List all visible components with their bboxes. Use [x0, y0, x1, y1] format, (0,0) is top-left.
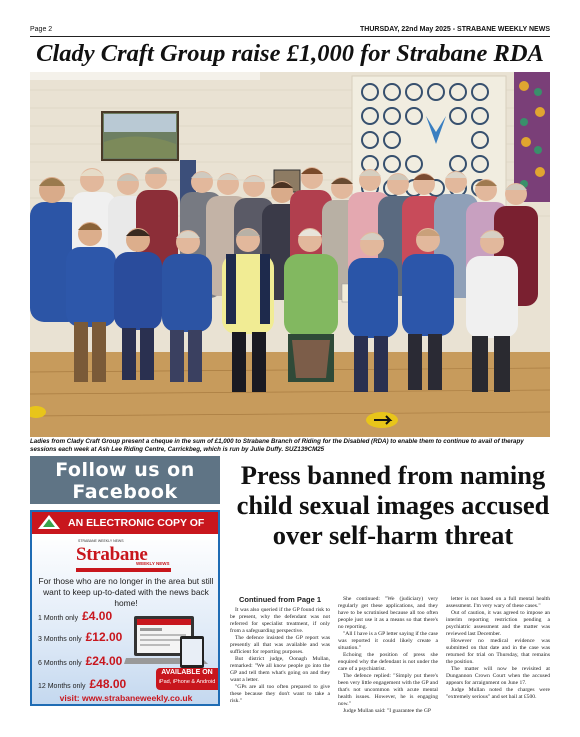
paragraph: However no medical evidence was submitted on that date and in the case was returned for trial on Thursday, that remains the position. — [446, 638, 550, 665]
story2-column-3 — [446, 596, 550, 701]
page-number: Page 2 — [30, 26, 53, 33]
header-rule — [30, 36, 550, 37]
group-photo — [30, 72, 550, 437]
laptop-tablet-icon — [124, 612, 208, 674]
paragraph: letter is not based on a full mental health assessment. I'm very wary of these cases." — [446, 596, 550, 609]
plan-3-months — [38, 630, 122, 644]
visit-link[interactable]: visit: www.strabaneweekly.co.uk — [59, 693, 193, 703]
plan-term: 12 Months only — [38, 683, 86, 690]
plan-1-month — [38, 609, 112, 623]
story2-column-2 — [338, 596, 438, 715]
brand-bar — [76, 568, 171, 572]
follow-line-1: Follow us on — [55, 459, 195, 481]
paragraph: It was also queried if the GP found risk to be present, why the defendant was not referred for specialist treatment, if only from a safeguarding perspective. — [230, 607, 330, 634]
story1-headline: Clady Craft Group raise £1,000 for Strabane RDA — [36, 40, 544, 67]
available-on-badge — [156, 668, 218, 690]
paragraph: But district judge, Oonagh Mullan, remarked: "We all know people go into the GP and tell them what's going on and they want a letter. — [230, 656, 330, 683]
continued-label: Continued from Page 1 — [238, 595, 322, 604]
facebook-promo[interactable] — [30, 456, 220, 504]
story2-headline: Press banned from naming child sexual images accused over self-harm threat — [236, 460, 550, 550]
paragraph: Out of caution, it was agreed to impose an interim reporting restriction pending a psychiatric assessment and the matter was reviewed last December. — [446, 610, 550, 637]
paragraph: Echoing the position of press she enquired why the defendant is not under the care of a psychiatrist. — [338, 652, 438, 672]
plan-price: £24.00 — [85, 654, 123, 668]
paragraph: The matter will now be revisited at Dungannon Crown Court when the accused appears for arraignment on June 17. — [446, 666, 550, 686]
paragraph: The defence replied: "Simply put there's been very little engagement with the GP and that's not uncommon with acute mental health issues. However, he is engaging now." — [338, 673, 438, 707]
photo-caption: Ladies from Clady Craft Group present a cheque in the sum of £1,000 to Strabane Branch of Riding for the Disabled (RDA) to enable them to continue to avail of therapy sessions each week at Ash Lee Riding Centre, Carrickbeg, which is run by Julie Duffy. SUZ139CM25 — [30, 438, 524, 453]
plan-term: 1 Month only — [38, 615, 79, 622]
available-title: AVAILABLE ON — [161, 669, 213, 676]
paragraph: "GPs are all too often prepared to give these because they don't want to take a risk." — [230, 684, 330, 704]
paper-name-suffix: WEEKLY NEWS — [136, 561, 170, 566]
plan-price: £12.00 — [85, 630, 123, 644]
plan-price: £48.00 — [89, 677, 127, 691]
plan-12-months — [38, 677, 126, 691]
follow-line-2: Facebook — [72, 481, 178, 503]
ad-top-text: AN ELECTRONIC COPY OF — [68, 517, 205, 529]
date-line: THURSDAY, 22nd May 2025 - STRABANE WEEKLY NEWS — [360, 26, 550, 33]
ad-top-banner — [32, 512, 218, 534]
plan-6-months — [38, 654, 122, 668]
paragraph: Judge Mullan noted the charges were "extremely serious" and set bail at £500. — [446, 687, 550, 700]
paragraph: Judge Mullan said: "I guarantee the GP — [343, 708, 432, 714]
paragraph: The defence insisted the GP report was presently all that was available and was sufficient for reporting purposes. — [230, 635, 330, 655]
subscription-ad[interactable] — [30, 510, 220, 706]
paper-subtitle: STRABANE WEEKLY NEWS — [78, 539, 124, 543]
paper-name: Strabane — [76, 544, 148, 565]
ad-intro: For those who are no longer in the area but still want to keep up-to-dated with the news back home! — [38, 576, 214, 608]
paragraph: "All I have is a GP letter saying if the case was reported it could likely create a situation." — [338, 631, 438, 651]
plan-term: 3 Months only — [38, 636, 82, 643]
alpha-logo-icon — [36, 514, 62, 532]
story2-column-1 — [230, 596, 330, 705]
plan-price: £4.00 — [82, 609, 113, 623]
available-devices: iPad, iPhone & Android — [158, 679, 216, 685]
page-header — [30, 26, 550, 36]
plan-term: 6 Months only — [38, 660, 82, 667]
paragraph: She continued: "We (judiciary) very regularly get these applications, and they have to be scrutinised because all too often people just use it as a means so that there's no reporting. — [338, 596, 438, 630]
